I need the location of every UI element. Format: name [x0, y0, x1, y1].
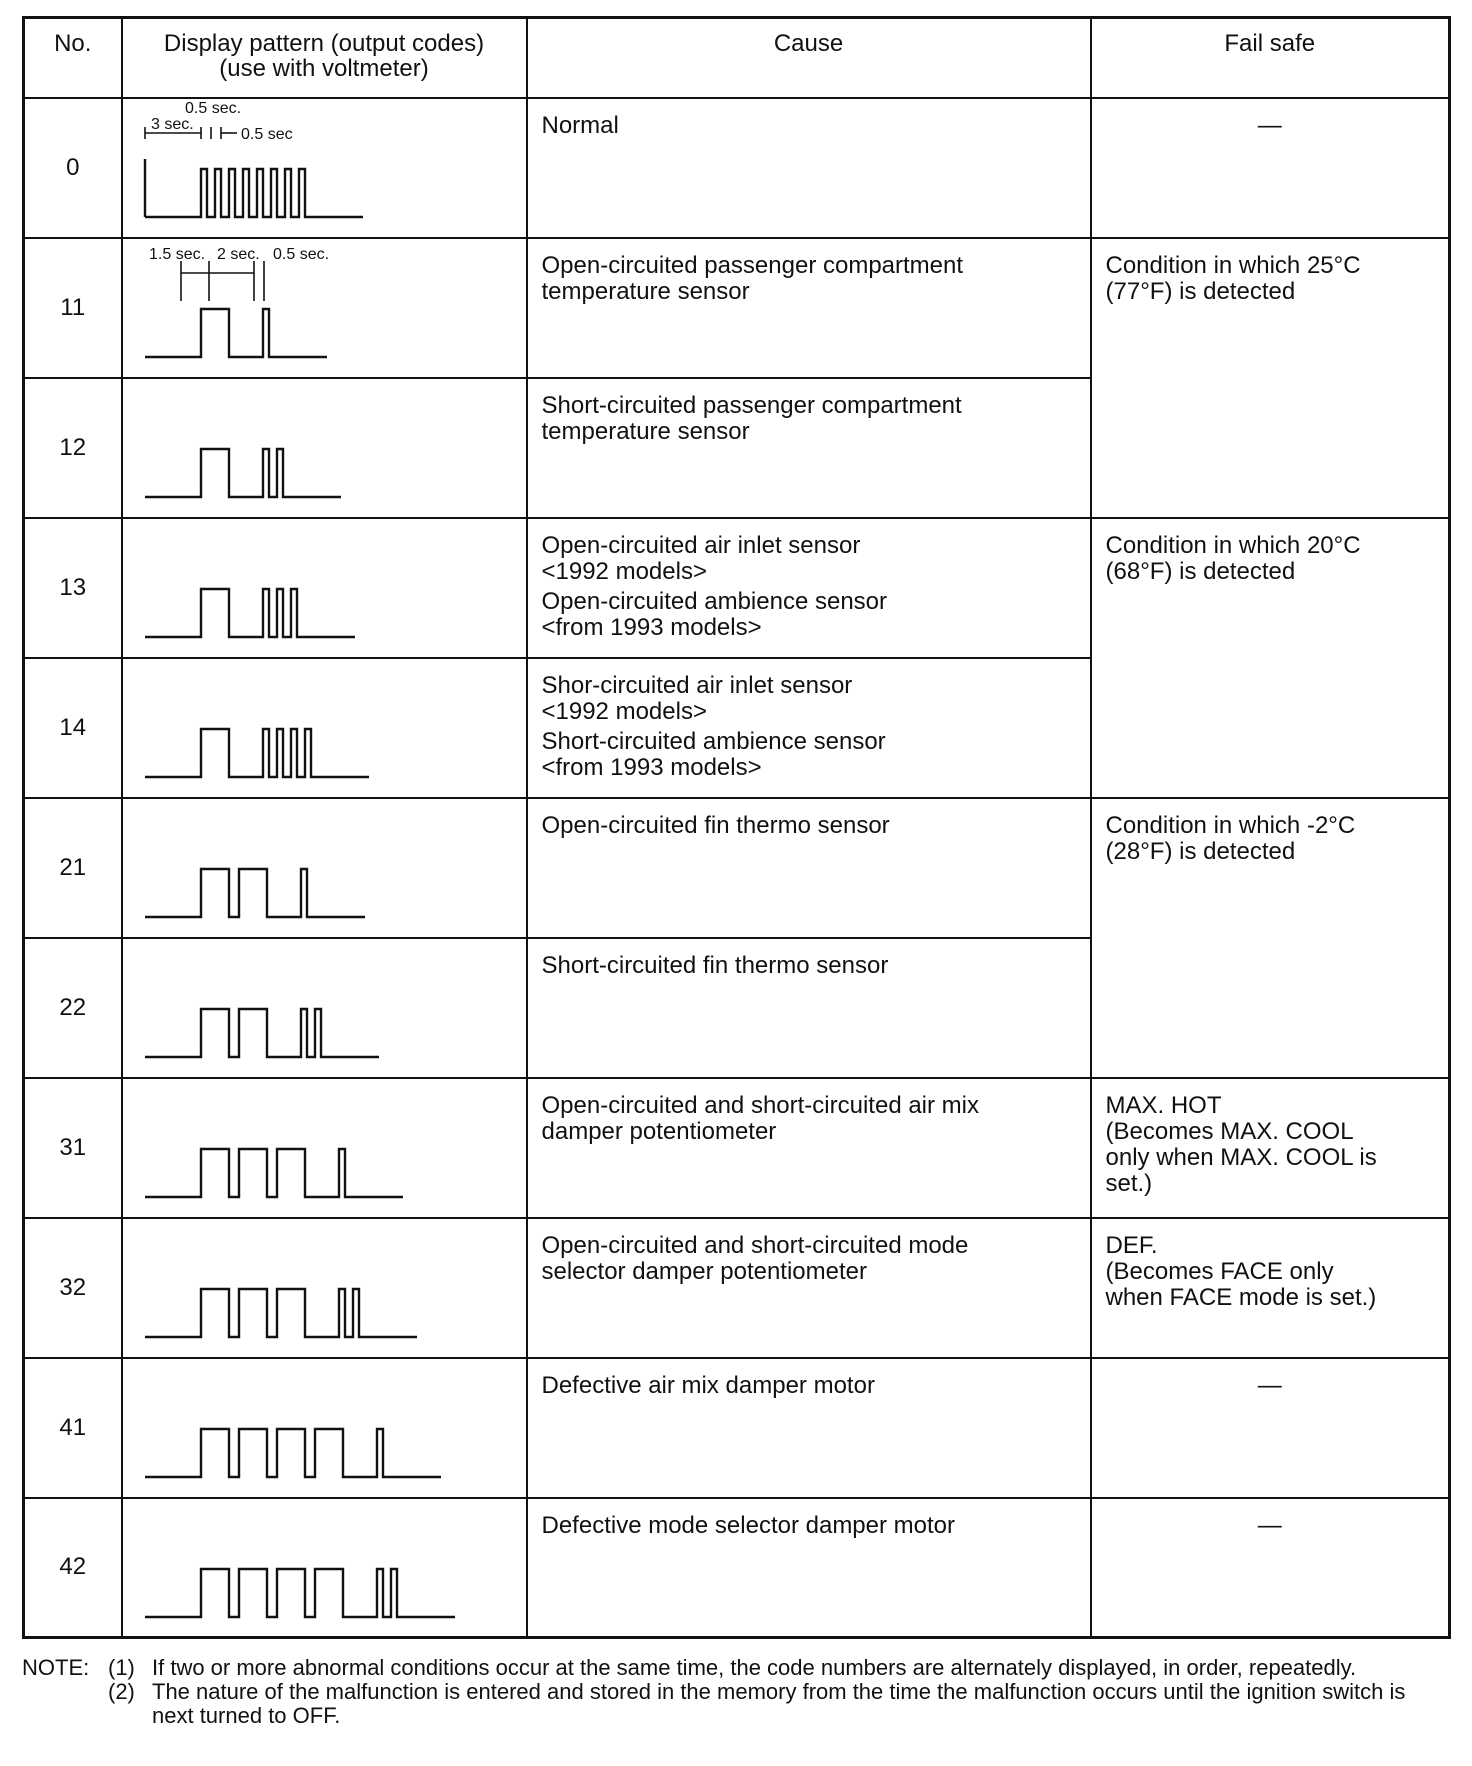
anno-three-sec: 3 sec.: [150, 115, 194, 133]
failsafe-cell: [1091, 1498, 1450, 1638]
cause-text: <from 1993 models>: [541, 753, 762, 781]
cause-text: Short-circuited fin thermo sensor: [541, 951, 889, 979]
cause-text: Open-circuited and short-circuited air mix: [541, 1091, 979, 1119]
failsafe-dash: —: [1257, 1511, 1282, 1539]
cause-cell: [527, 1498, 1091, 1638]
waveform-path: [145, 159, 363, 217]
cause-cell: [527, 1218, 1091, 1358]
anno-half-sec-top: 0.5 sec.: [184, 99, 241, 117]
cause-text: Defective mode selector damper motor: [541, 1511, 956, 1539]
header-pattern-line1: Display pattern (output codes): [163, 30, 485, 57]
cause-text: Shor-circuited air inlet sensor: [541, 671, 853, 699]
cause-cell: [527, 378, 1091, 518]
failsafe-text: Condition in which 25°C: [1105, 251, 1361, 279]
code-number: 22: [24, 938, 122, 1078]
code-number: 11: [24, 238, 122, 378]
display-pattern-cell: [122, 1358, 527, 1498]
failsafe-text: MAX. HOT: [1105, 1091, 1222, 1119]
failsafe-text: (Becomes MAX. COOL: [1105, 1117, 1354, 1145]
table-row-code-13: [24, 518, 1450, 658]
header-no: No.: [24, 18, 122, 98]
waveform-path: [145, 729, 369, 777]
anno-half-sec-right: 0.5 sec: [240, 125, 293, 143]
failsafe-text: (68°F) is detected: [1105, 557, 1296, 585]
cause-text: <1992 models>: [541, 697, 707, 725]
waveform-code-13: [123, 519, 528, 655]
waveform-code-21: [123, 799, 528, 935]
cause-text: Open-circuited and short-circuited mode: [541, 1231, 969, 1259]
cause-text: Short-circuited passenger compartment: [541, 391, 962, 419]
note-text: The nature of the malfunction is entered and stored in the memory from the time the malfunction occurs until the ignition switch is next turned to OFF.: [152, 1679, 1406, 1728]
table-row-code-32: [24, 1218, 1450, 1358]
table-row-code-41: [24, 1358, 1450, 1498]
cause-text: <1992 models>: [541, 557, 707, 585]
anno-one-half-sec: 1.5 sec.: [148, 245, 205, 263]
note-item: [22, 1656, 1452, 1680]
failsafe-text: (Becomes FACE only: [1105, 1257, 1334, 1285]
failsafe-text: (28°F) is detected: [1105, 837, 1296, 865]
cause-cell: [527, 938, 1091, 1078]
cause-text: Short-circuited ambience sensor: [541, 727, 886, 755]
waveform-code-14: [123, 659, 528, 795]
display-pattern-cell: [122, 938, 527, 1078]
cause-text: temperature sensor: [541, 417, 750, 445]
code-number: 31: [24, 1078, 122, 1218]
waveform-path: [145, 1289, 417, 1337]
waveform-code-11: [123, 239, 528, 375]
code-number: 14: [24, 658, 122, 798]
header-display-pattern: [122, 18, 527, 98]
table-row-code-0: [24, 98, 1450, 238]
failsafe-cell: [1091, 1218, 1450, 1358]
note-item: [22, 1680, 1452, 1728]
cause-cell: [527, 518, 1091, 658]
note-number: (2): [108, 1679, 135, 1704]
display-pattern-cell: [122, 1078, 527, 1218]
waveform-path: [145, 309, 327, 357]
failsafe-dash: —: [1257, 111, 1282, 139]
waveform-code-12: [123, 379, 528, 515]
notes-section: [22, 1656, 1452, 1728]
code-number: 32: [24, 1218, 122, 1358]
failsafe-text: (77°F) is detected: [1105, 277, 1296, 305]
waveform-path: [145, 1569, 455, 1617]
waveform-path: [145, 449, 341, 497]
cause-text: damper potentiometer: [541, 1117, 777, 1145]
code-number: 12: [24, 378, 122, 518]
code-number: 0: [24, 98, 122, 238]
cause-cell: [527, 98, 1091, 238]
cause-cell: [527, 1358, 1091, 1498]
table-row-code-31: [24, 1078, 1450, 1218]
display-pattern-cell: [122, 98, 527, 238]
cause-text: Open-circuited fin thermo sensor: [541, 811, 890, 839]
failsafe-text: set.): [1105, 1169, 1153, 1197]
waveform-path: [145, 1429, 441, 1477]
header-failsafe: Fail safe: [1091, 18, 1450, 98]
waveform-path: [145, 1009, 379, 1057]
cause-cell: [527, 658, 1091, 798]
code-number: 42: [24, 1498, 122, 1638]
cause-cell: [527, 1078, 1091, 1218]
table-row-code-11: [24, 238, 1450, 378]
display-pattern-cell: [122, 1498, 527, 1638]
failsafe-cell: [1091, 238, 1450, 518]
display-pattern-cell: [122, 518, 527, 658]
cause-text: Open-circuited air inlet sensor: [541, 531, 861, 559]
display-pattern-cell: [122, 1218, 527, 1358]
cause-cell: [527, 798, 1091, 938]
failsafe-text: only when MAX. COOL is: [1105, 1143, 1377, 1171]
table-header-row: [24, 18, 1450, 98]
code-number: 41: [24, 1358, 122, 1498]
waveform-code-41: [123, 1359, 528, 1495]
table-row-code-42: [24, 1498, 1450, 1638]
cause-text: Open-circuited passenger compartment: [541, 251, 964, 279]
failsafe-cell: [1091, 1078, 1450, 1218]
cause-text: Open-circuited ambience sensor: [541, 587, 888, 615]
header-pattern-line2: (use with voltmeter): [219, 55, 429, 82]
failsafe-text: DEF.: [1105, 1231, 1158, 1259]
waveform-code-31: [123, 1079, 528, 1215]
code-number: 13: [24, 518, 122, 658]
waveform-code-22: [123, 939, 528, 1075]
code-number: 21: [24, 798, 122, 938]
anno-two-sec: 2 sec.: [216, 245, 260, 263]
anno-half-sec: 0.5 sec.: [272, 245, 329, 263]
failsafe-cell: [1091, 1358, 1450, 1498]
header-cause: Cause: [527, 18, 1091, 98]
note-lead: NOTE:: [22, 1655, 90, 1680]
failsafe-text: when FACE mode is set.): [1105, 1283, 1377, 1311]
failsafe-dash: —: [1257, 1371, 1282, 1399]
cause-text: <from 1993 models>: [541, 613, 762, 641]
failsafe-cell: [1091, 798, 1450, 1078]
display-pattern-cell: [122, 378, 527, 518]
failsafe-text: Condition in which 20°C: [1105, 531, 1361, 559]
waveform-code-32: [123, 1219, 528, 1355]
note-number: (1): [108, 1655, 135, 1680]
waveform-code-0: [123, 99, 528, 235]
failsafe-cell: [1091, 98, 1450, 238]
note-text: If two or more abnormal conditions occur at the same time, the code numbers are alternately displayed, in order, repeatedly.: [152, 1655, 1357, 1680]
cause-text: temperature sensor: [541, 277, 750, 305]
display-pattern-cell: [122, 798, 527, 938]
waveform-path: [145, 1149, 403, 1197]
waveform-path: [145, 869, 365, 917]
cause-text: Defective air mix damper motor: [541, 1371, 875, 1399]
failsafe-text: Condition in which -2°C: [1105, 811, 1356, 839]
cause-text: selector damper potentiometer: [541, 1257, 867, 1285]
waveform-path: [145, 589, 355, 637]
display-pattern-cell: [122, 238, 527, 378]
display-pattern-cell: [122, 658, 527, 798]
diagnosis-code-table: [22, 16, 1451, 1639]
cause-cell: [527, 238, 1091, 378]
cause-text: Normal: [541, 111, 619, 139]
waveform-code-42: [123, 1499, 528, 1635]
table-row-code-21: [24, 798, 1450, 938]
failsafe-cell: [1091, 518, 1450, 798]
